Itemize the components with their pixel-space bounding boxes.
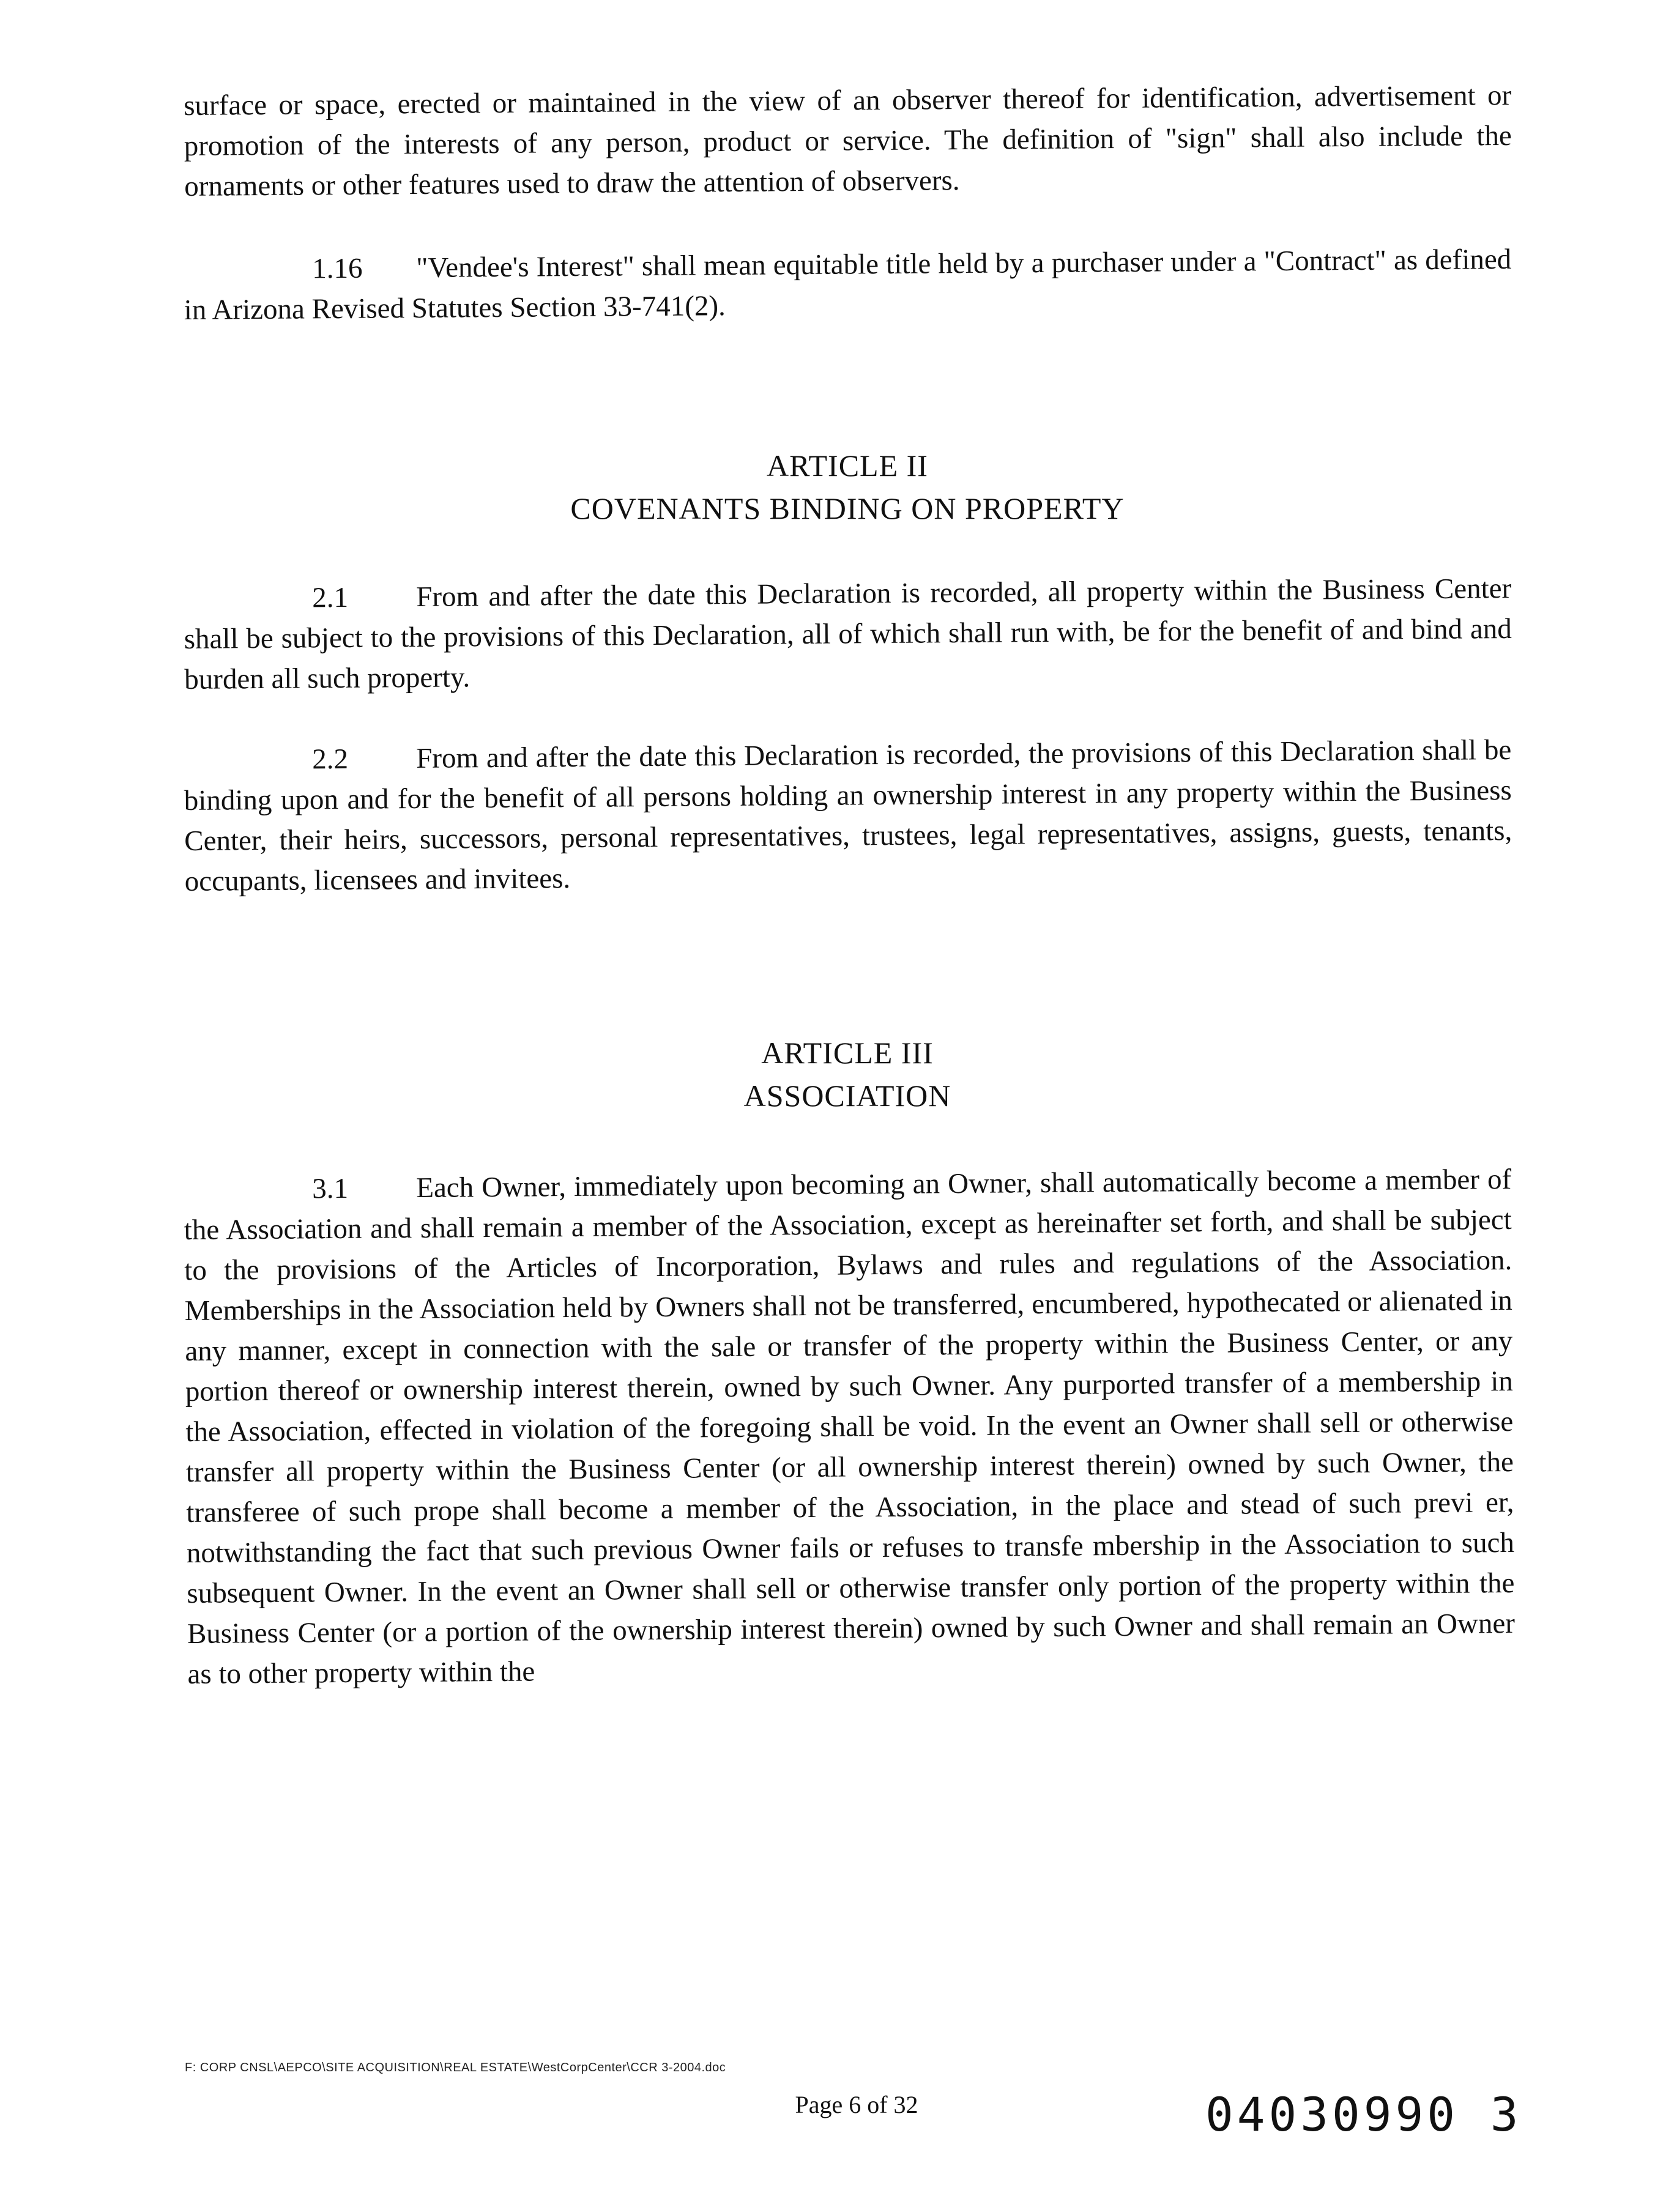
paragraph-continuation — [184, 75, 1512, 207]
article-3-heading — [184, 1031, 1511, 1117]
section-number: 2.2 — [312, 743, 349, 776]
recording-number: 04030990 3 — [1205, 2087, 1522, 2142]
paragraph-1-16 — [184, 239, 1512, 330]
section-number: 1.16 — [312, 252, 363, 285]
article-2-heading — [184, 444, 1511, 530]
article-title: ARTICLE III — [761, 1036, 934, 1070]
paragraph-text: From and after the date this Declaration is recorded, all property within the Business Center shall be subject to the provisions of this Declaration, all of which shall run with, be for the benefit of and bind and burden all such property. — [184, 572, 1512, 696]
paragraph-text: From and after the date this Declaration is recorded, the provisions of this Declaration shall be binding upon and for the benefit of all persons holding an ownership interest in any property within the Business Center, their heirs, successors, personal representatives, trustees, legal representatives, assigns, guests, tenants, occupants, licensees and invitees. — [184, 733, 1512, 897]
article-title: ARTICLE II — [767, 448, 928, 483]
section-number: 2.1 — [312, 581, 349, 614]
paragraph-text: "Vendee's Interest" shall mean equitable title held by a purchaser under a "Contract" as defined in Arizona Revised Statutes Section 33-741(2). — [184, 243, 1512, 326]
section-number: 3.1 — [312, 1172, 349, 1205]
footer-file-path: F: CORP CNSL\AEPCO\SITE ACQUISITION\REAL ESTATE\WestCorpCenter\CCR 3-2004.doc — [185, 2061, 726, 2074]
article-subtitle: ASSOCIATION — [743, 1078, 951, 1113]
article-subtitle: COVENANTS BINDING ON PROPERTY — [570, 491, 1125, 525]
paragraph-3-1 — [184, 1159, 1516, 1694]
document-page — [184, 79, 1516, 1694]
paragraph-text: Each Owner, immediately upon becoming an Owner, shall automatically become a member of the Association and shall remain a member of the Association, except as hereinafter set forth, and shall be subject to the provisions of the Articles of Incorporation, Bylaws and rules and regulations of the Association. Memberships in the Association held by Owners shall not be transferred, encumbered, hypothecated or alienated in any manner, except in connection with the sale or transfer of the property within the Business Center, or any portion thereof or ownership interest therein, owned by such Owner. Any purported transfer of a membership in the Association, effected in violation of the foregoing shall be void. In the event an Owner shall sell or otherwise transfer all property within the Business Center (or all ownership interest therein) owned by such Owner, the transferee of such prope shall become a member of the Association, in the place and stead of such previ er, notwithstanding the fact that such previous Owner fails or refuses to transfe mbership in the Association to such subsequent Owner. In the event an Owner shall sell or otherwise transfer only portion of the property within the Business Center (or a portion of the ownership interest therein) owned by such Owner and shall remain an Owner as to other property within the — [184, 1163, 1516, 1690]
paragraph-2-2 — [184, 730, 1512, 902]
paragraph-2-1 — [184, 568, 1512, 700]
paragraph-text: surface or space, erected or maintained in the view of an observer thereof for identification, advertisement or promotion of the interests of any person, product or service. The definition of "sign" shall also include the ornaments or other features used to draw the attention of observers. — [184, 79, 1512, 202]
page-number: Page 6 of 32 — [795, 2091, 918, 2118]
